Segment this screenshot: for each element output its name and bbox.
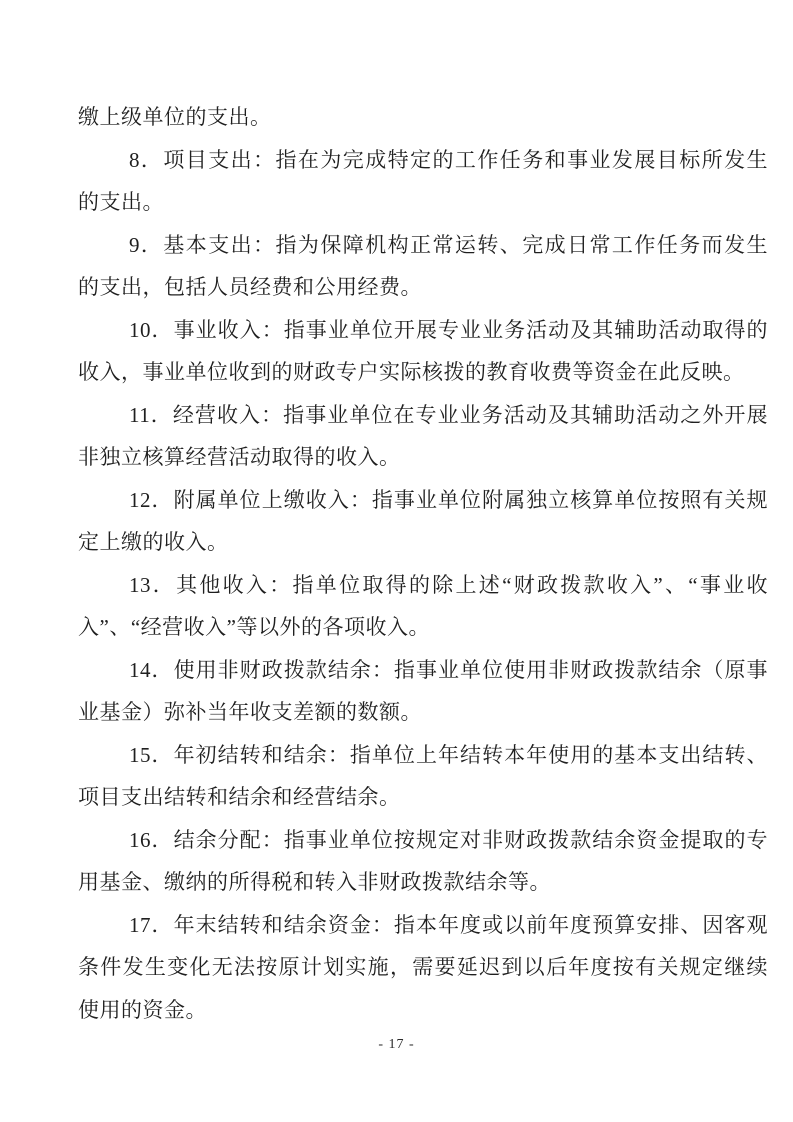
- text-line: 使用的资金。: [78, 997, 207, 1022]
- text-line: 收入，事业单位收到的财政专户实际核拨的教育收费等资金在此反映。: [78, 360, 745, 384]
- document-body: [78, 96, 768, 1031]
- text-line: 条件发生变化无法按原计划实施，需要延迟到以后年度按有关规定继续: [78, 955, 768, 979]
- page-number: - 17 -: [378, 1037, 415, 1052]
- text-line: 9．基本支出：指为保障机构正常运转、完成日常工作任务而发生: [129, 232, 768, 257]
- text-line: 的支出，包括人员经费和公用经费。: [78, 275, 422, 299]
- text-line: 项目支出结转和结余和经营结余。: [78, 785, 401, 809]
- text-line: 15．年初结转和结余：指单位上年结转本年使用的基本支出结转、: [129, 742, 768, 767]
- text-line: 13．其他收入：指单位取得的除上述“财政拨款收入”、“事业收: [129, 572, 768, 597]
- text-line: 12．附属单位上缴收入：指事业单位附属独立核算单位按照有关规: [129, 487, 768, 512]
- text-line: 入”、“经营收入”等以外的各项收入。: [78, 615, 430, 639]
- text-line: 11．经营收入：指事业单位在专业业务活动及其辅助活动之外开展: [129, 402, 768, 427]
- text-line: 非独立核算经营活动取得的收入。: [78, 445, 401, 469]
- text-line: 缴上级单位的支出。: [78, 105, 272, 129]
- text-line: 业基金）弥补当年收支差额的数额。: [78, 700, 422, 724]
- text-line: 10．事业收入：指事业单位开展专业业务活动及其辅助活动取得的: [129, 317, 768, 342]
- text-line: 用基金、缴纳的所得税和转入非财政拨款结余等。: [78, 870, 551, 894]
- text-line: 14．使用非财政拨款结余：指事业单位使用非财政拨款结余（原事: [129, 657, 768, 682]
- text-line: 8．项目支出：指在为完成特定的工作任务和事业发展目标所发生: [129, 147, 768, 172]
- text-line: 定上缴的收入。: [78, 530, 229, 554]
- text-line: 16．结余分配：指事业单位按规定对非财政拨款结余资金提取的专: [129, 827, 768, 852]
- text-line: 17．年末结转和结余资金：指本年度或以前年度预算安排、因客观: [129, 912, 768, 937]
- text-line: 的支出。: [78, 190, 164, 214]
